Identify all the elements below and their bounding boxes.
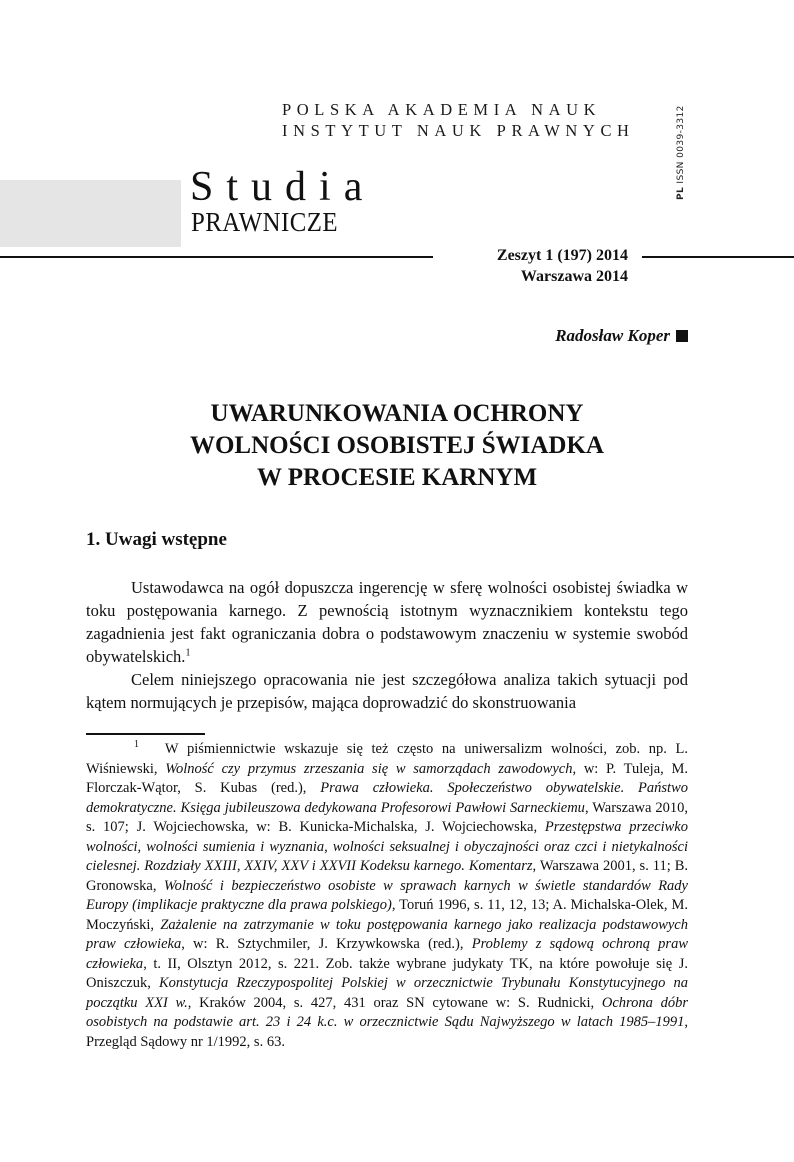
footnote-separator: [86, 733, 205, 735]
footnote-italic-title: Ochrona dóbr osobistych na podstawie art. 23 i 24 k.c. w orzecznictwie Sądu Najwyższego w latach 1985–1991: [86, 994, 689, 1030]
footnote-italic-title: Wolność i bezpieczeństwo osobiste w sprawach karnych w świetle standardów Rady Europy (implikacje praktyczne dla prawa polskiego): [86, 877, 688, 913]
footnote-text-run: , Warszawa 2010, s. 107; J. Wojciechowska, w: B. Kunicka-Michalska, J. Wojciechowska,: [86, 799, 688, 835]
issue-place-year: Warszawa 2014: [520, 268, 628, 285]
author-byline: [555, 326, 688, 346]
footnote-italic-title: Prawa człowieka. Społeczeństwo obywatelskie. Państwo demokratyczne. Księga jubileuszowa dedykowana Profesorowi Pawłowi Sarneckiemu: [86, 780, 688, 816]
journal-title-prawnicze: PRAWNICZE: [191, 207, 339, 237]
header-rule-left: [0, 256, 433, 258]
footnote-italic-title: Problemy z sądową ochroną praw człowieka: [86, 936, 688, 972]
issn-number: ISSN 0039-3312: [676, 105, 686, 184]
footnote-text-run: , w: P. Tuleja, M. Florczak-Wątor, S. Kubas (red.),: [86, 760, 688, 796]
body-paragraph: [86, 668, 688, 714]
issue-info: [497, 245, 628, 287]
footnote-text-run: , t. II, Olsztyn 2012, s. 221. Zob. także wybrane judykaty TK, na które powołuje się J. Oniszczuk,: [86, 955, 688, 991]
footnote: [86, 740, 688, 1052]
footnote-text-run: W piśmiennictwie wskazuje się też często na uniwersalizm wolności, zob. np. L. Wiśniewski,: [86, 741, 689, 777]
footnote-italic-title: Przestępstwa przeciwko wolności, wolności sumienia i wyznania, wolności seksualnej i obyczajności oraz czci i nietykalności cielesnej. Rozdziały XXIII, XXIV, XXV i XXVII Kodeksu karnego. Komentarz: [86, 819, 688, 874]
footnote-text-run: , w: R. Sztychmiler, J. Krzywkowska (red.),: [181, 936, 472, 952]
journal-title-studia: Studia: [190, 164, 376, 210]
issn-label: [676, 105, 686, 200]
paragraph-text: Ustawodawca na ogół dopuszcza ingerencję w sferę wolności osobistej świadka w toku postępowania karnego. Z pewnością istotnym wyznacznikiem kontekstu tego zagadnienia jest fakt ograniczania dobra o podstawowym znaczeniu w systemie swobód obywatelskich.: [86, 578, 688, 666]
footnote-italic-title: Zażalenie na zatrzymanie w toku postępowania karnego jako realizacja podstawowych praw człowieka: [86, 916, 688, 952]
author-name: Radosław Koper: [555, 326, 670, 345]
header-rule-right: [642, 256, 794, 258]
article-title-line: WOLNOŚCI OSOBISTEJ ŚWIADKA: [189, 432, 604, 459]
footnote-text-run: , Warszawa 2001, s. 11; B. Gronowska,: [86, 858, 688, 894]
footnote-text: [86, 741, 688, 1050]
journal-logo-block: [0, 180, 181, 247]
footnotes: [86, 740, 688, 1052]
square-bullet-icon: [676, 330, 688, 342]
section-heading: 1. Uwagi wstępne: [86, 529, 227, 550]
footnote-number: 1: [134, 739, 139, 751]
institution-line-1: POLSKA AKADEMIA NAUK: [282, 100, 602, 119]
article-title: [86, 398, 708, 494]
paragraph-text: Celem niniejszego opracowania nie jest szczegółowa analiza takich sytuacji pod kątem normujących je przepisów, mająca doprowadzić do skonstruowania: [86, 670, 688, 712]
body-paragraph: [86, 576, 688, 668]
footnote-text-run: , Toruń 1996, s. 11, 12, 13; A. Michalska-Olek, M. Moczyński,: [86, 897, 689, 933]
footnote-text-run: , Kraków 2004, s. 427, 431 oraz SN cytowane w: S. Rudnicki,: [187, 994, 602, 1011]
footnote-italic-title: Konstytucja Rzeczypospolitej Polskiej w orzecznictwie Trybunału Konstytucyjnego na początku XXI w.: [86, 975, 688, 1011]
footnote-italic-title: Wolność czy przymus zrzeszania się w samorządach zawodowych: [165, 760, 573, 777]
article-title-line: W PROCESIE KARNYM: [256, 464, 538, 491]
institution-line-2: INSTYTUT NAUK PRAWNYCH: [282, 121, 635, 140]
issue-number: Zeszyt 1 (197) 2014: [496, 247, 628, 264]
article-body: [86, 576, 688, 714]
issn-country-prefix: PL: [676, 186, 686, 200]
footnote-reference[interactable]: 1: [185, 647, 191, 659]
footnote-text-run: , Przegląd Sądowy nr 1/1992, s. 63.: [86, 1014, 688, 1050]
article-title-line: UWARUNKOWANIA OCHRONY: [210, 400, 584, 427]
